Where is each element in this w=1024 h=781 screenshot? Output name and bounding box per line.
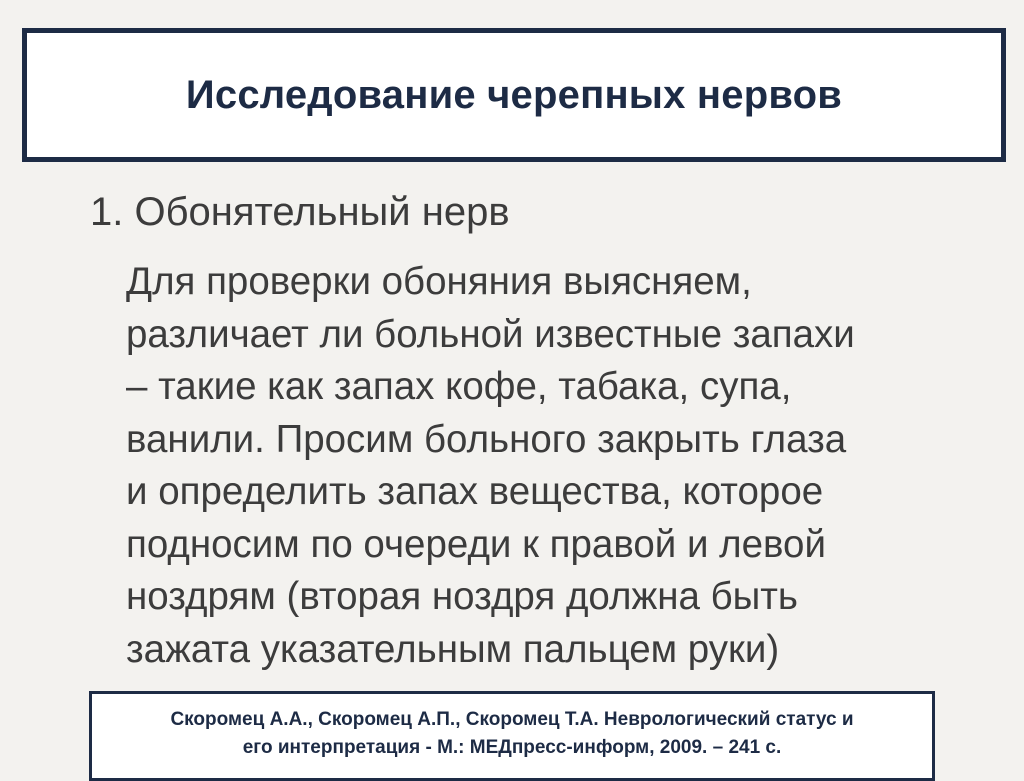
body-line: ноздрям (вторая ноздря должна быть <box>126 575 798 618</box>
body-line: Для проверки обоняния выясняем, <box>126 260 752 303</box>
reference-line: его интерпретация - М.: МЕДпресс-информ, 2009. – 241 с. <box>242 737 782 758</box>
slide-title: Исследование черепных нервов <box>185 72 843 117</box>
body-line: различает ли больной известные запахи <box>126 312 855 356</box>
title-frame <box>22 28 1006 162</box>
body-line: зажата указательным пальцем руки) <box>126 627 780 671</box>
list-item-heading: 1. Обонятельный нерв <box>90 190 510 234</box>
body-line: ванили. Просим больного закрыть глаза <box>126 417 847 461</box>
reference-line: Скоромец А.А., Скоромец А.П., Скоромец Т.А. Неврологический статус и <box>170 709 854 730</box>
list-item-body <box>126 256 996 676</box>
reference-box <box>89 691 935 781</box>
body-line: – такие как запах кофе, табака, супа, <box>126 365 792 408</box>
body-line: подносим по очереди к правой и левой <box>126 522 826 566</box>
body-line: и определить запах вещества, которое <box>126 470 824 513</box>
